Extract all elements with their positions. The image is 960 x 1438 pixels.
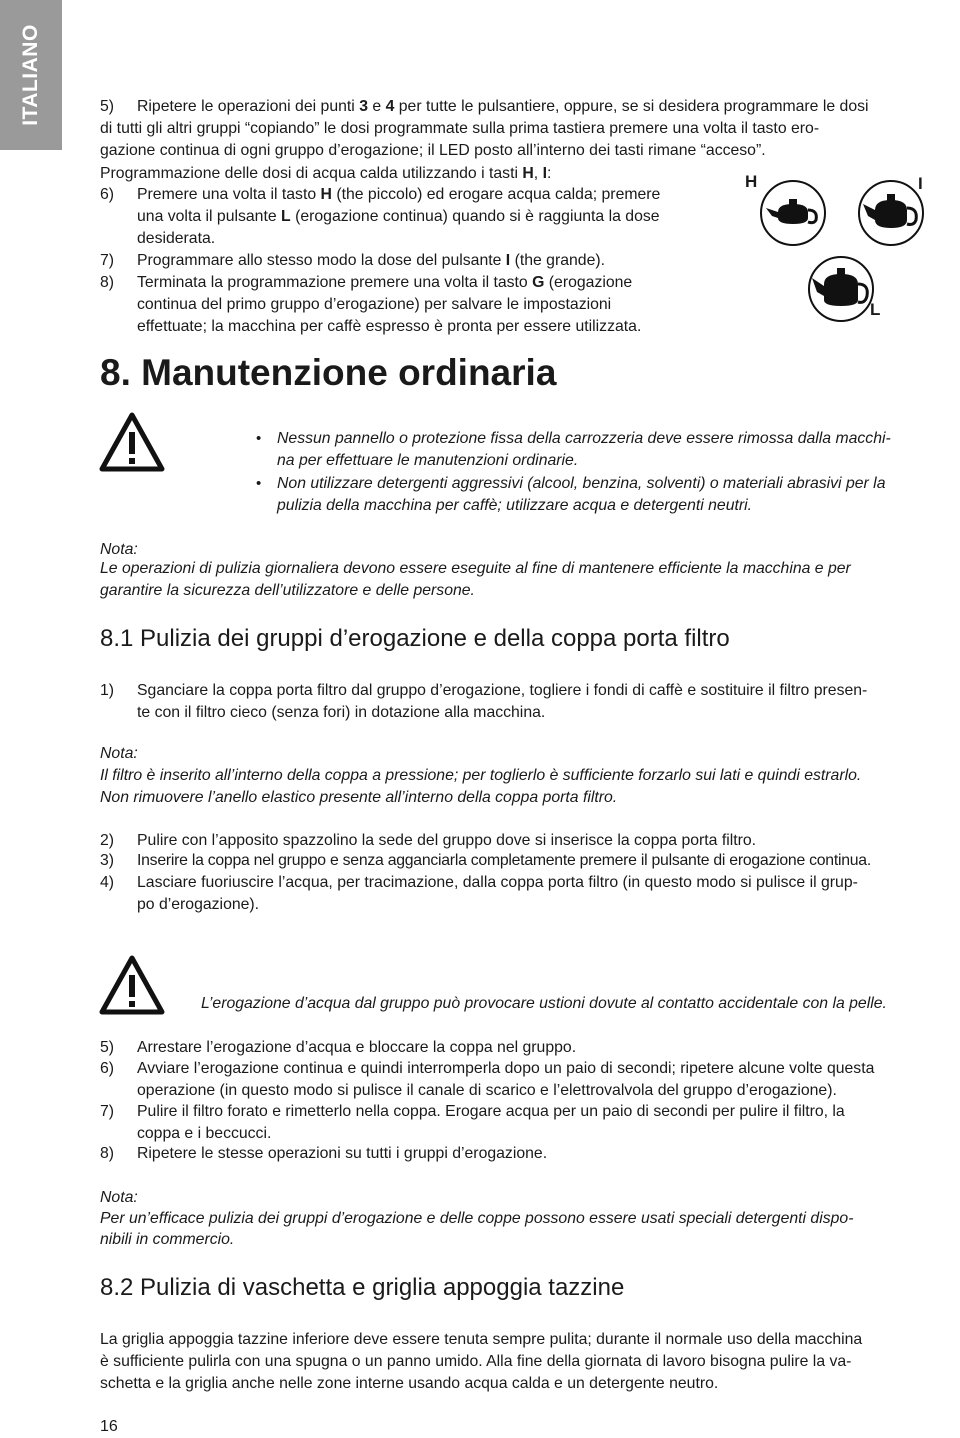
list-item-text: Arrestare l’erogazione d’acqua e bloccare la coppa nel gruppo.	[137, 1039, 577, 1056]
list-item-text: Sganciare la coppa porta filtro dal gruppo d’erogazione, togliere i fondi di caffè e sostituire il filtro presen-	[137, 682, 868, 699]
note-text: garantire la sicurezza dell’utilizzatore e delle persone.	[100, 582, 475, 599]
note-text: Il filtro è inserito all’interno della coppa a pressione; per toglierlo è sufficiente forzarlo sui lati e quindi estrarlo.	[100, 767, 862, 784]
small-teapot-icon	[758, 178, 828, 248]
list-item-text: effettuate; la macchina per caffè espresso è pronta per essere utilizzata.	[137, 318, 642, 335]
list-item-text: coppa e i beccucci.	[137, 1125, 272, 1142]
list-number: 6)	[100, 1060, 115, 1077]
list-item-text: operazione (in questo modo si pulisce il canale di scarico e l’elettrovalvola del gruppo d’erogazione).	[137, 1082, 837, 1099]
list-number: 7)	[100, 1103, 115, 1120]
list-item-text: te con il filtro cieco (senza fori) in dotazione alla macchina.	[137, 704, 546, 721]
paragraph-text: La griglia appoggia tazzine inferiore deve essere tenuta sempre pulita; durante il normale uso della macchina	[100, 1331, 863, 1348]
list-number: 6)	[100, 186, 115, 203]
list-item-text: Inserire la coppa nel gruppo e senza agganciarla completamente premere il pulsante di erogazione continua.	[137, 852, 871, 869]
list-item-text: Premere una volta il tasto H (the piccolo) ed erogare acqua calda; premere	[137, 186, 661, 203]
large-teapot-icon	[856, 178, 926, 248]
section-8-2-title: 8.2 Pulizia di vaschetta e griglia appoggia tazzine	[100, 1274, 625, 1301]
paragraph-text: schetta e la griglia anche nelle zone interne usando acqua calda e un detergente neutro.	[100, 1375, 719, 1392]
label-i: I	[918, 174, 923, 193]
note-text: nibili in commercio.	[100, 1231, 235, 1248]
list-item-text: desiderata.	[137, 230, 216, 247]
section-8-1-title: 8.1 Pulizia dei gruppi d’erogazione e della coppa porta filtro	[100, 625, 730, 652]
language-tab	[0, 0, 62, 150]
list-item-text: una volta il pulsante L (erogazione continua) quando si è raggiunta la dose	[137, 208, 660, 225]
list-item-text: Lasciare fuoriuscire l’acqua, per tracimazione, dalla coppa porta filtro (in questo modo si pulisce il grup-	[137, 874, 858, 891]
list-item-text: continua del primo gruppo d’erogazione) per salvare le impostazioni	[137, 296, 612, 313]
note-text: Non rimuovere l’anello elastico presente all’interno della coppa porta filtro.	[100, 789, 618, 806]
section-8-title: 8. Manutenzione ordinaria	[100, 352, 557, 393]
bullet-text: Non utilizzare detergenti aggressivi (alcool, benzina, solventi) o materiali abrasivi per la	[277, 475, 886, 492]
list-number: 5)	[100, 1039, 115, 1056]
paragraph-text: è sufficiente pulirla con una spugna o un panno umido. Alla fine della giornata di lavoro bisogna pulire la va-	[100, 1353, 852, 1370]
list-item-text: Terminata la programmazione premere una volta il tasto G (erogazione	[137, 274, 633, 291]
bullet-marker: •	[256, 430, 262, 447]
list-number: 7)	[100, 252, 115, 269]
list-item-text: Pulire con l’apposito spazzolino la sede del gruppo dove si inserisce la coppa porta filtro.	[137, 832, 757, 849]
bullet-text: pulizia della macchina per caffè; utilizzare acqua e detergenti neutri.	[277, 497, 753, 514]
language-tab-label: ITALIANO	[19, 24, 42, 126]
list-number: 2)	[100, 832, 115, 849]
list-item-text: Ripetere le operazioni dei punti 3 e 4 per tutte le pulsantiere, oppure, se si desidera programmare le dosi	[137, 98, 869, 115]
note-label: Nota:	[100, 541, 138, 558]
list-item-text: Pulire il filtro forato e rimetterlo nella coppa. Erogare acqua per un paio di secondi per pulire il filtro, la	[137, 1103, 845, 1120]
list-item-text: Ripetere le stesse operazioni su tutti i gruppi d’erogazione.	[137, 1145, 548, 1162]
warning-icon	[99, 955, 165, 1015]
label-l: L	[870, 300, 881, 319]
list-number: 1)	[100, 682, 115, 699]
list-number: 8)	[100, 1145, 115, 1162]
page-number: 16	[100, 1418, 118, 1435]
burn-warning-text: L’erogazione d’acqua dal gruppo può provocare ustioni dovute al contatto accidentale con la pelle.	[201, 995, 887, 1012]
bullet-text: na per effettuare le manutenzioni ordinarie.	[277, 452, 579, 469]
continuous-teapot-icon	[806, 254, 876, 324]
note-text: Le operazioni di pulizia giornaliera devono essere eseguite al fine di mantenere efficiente la macchina e per	[100, 560, 851, 577]
list-item-text: Avviare l’erogazione continua e quindi interromperla dopo un paio di secondi; ripetere alcune volte questa	[137, 1060, 875, 1077]
note-label: Nota:	[100, 745, 138, 762]
list-item-text: di tutti gli altri gruppi “copiando” le dosi programmate sulla prima tastiera premere una volta il tasto ero-	[100, 120, 820, 137]
note-label: Nota:	[100, 1189, 138, 1206]
note-text: Per un’efficace pulizia dei gruppi d’erogazione e delle coppe possono essere usati speciali detergenti dispo-	[100, 1210, 854, 1227]
list-item-text: gazione continua di ogni gruppo d’erogazione; il LED posto all’interno dei tasti rimane “acceso”.	[100, 142, 766, 159]
list-number: 3)	[100, 852, 115, 869]
list-item-text: po d’erogazione).	[137, 896, 260, 913]
bullet-marker: •	[256, 475, 262, 492]
list-number: 5)	[100, 98, 115, 115]
list-number: 4)	[100, 874, 115, 891]
label-h: H	[745, 172, 758, 191]
warning-icon	[99, 412, 165, 472]
bullet-text: Nessun pannello o protezione fissa della carrozzeria deve essere rimossa dalla macchi-	[277, 430, 891, 447]
list-item-text: Programmare allo stesso modo la dose del pulsante I (the grande).	[137, 252, 606, 269]
programming-heading: Programmazione delle dosi di acqua calda utilizzando i tasti H, I:	[100, 165, 552, 182]
list-number: 8)	[100, 274, 115, 291]
